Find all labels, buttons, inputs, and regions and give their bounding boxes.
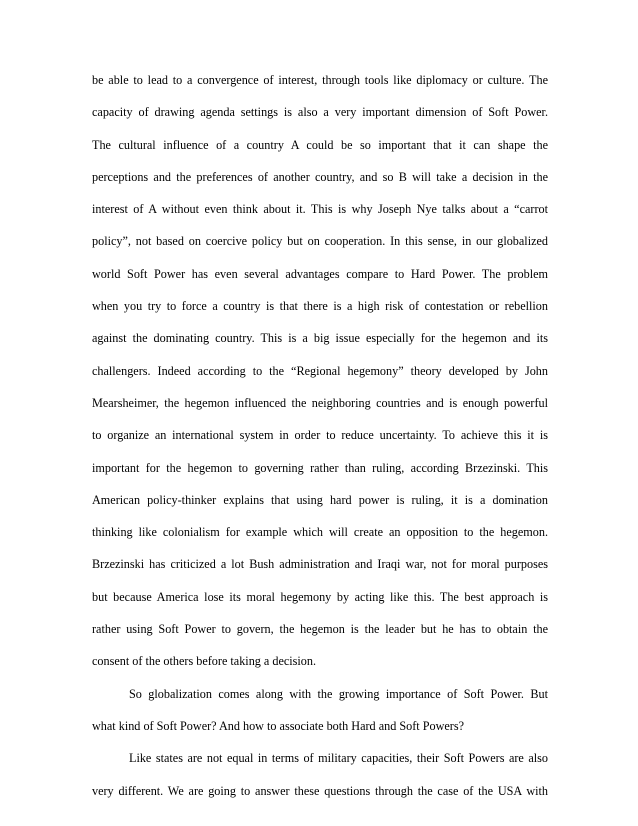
- text-line-6: policy”, not based on coercive policy but on cooperation. In this sense, in our globalized: [92, 234, 548, 249]
- text-line-14: American policy-thinker explains that using hard power is ruling, it is a domination: [92, 492, 548, 507]
- text-line-17: but because America lose its moral hegemony by acting like this. The best approach is: [92, 589, 548, 604]
- text-line-13: important for the hegemon to governing rather than ruling, according Brzezinski. This: [92, 460, 548, 475]
- text-line-4: perceptions and the preferences of another country, and so B will take a decision in the: [92, 169, 548, 184]
- text-line-2: capacity of drawing agenda settings is also a very important dimension of Soft Power.: [92, 105, 548, 120]
- text-line-15: thinking like colonialism for example which will create an opposition to the hegemon.: [92, 525, 548, 540]
- text-line-7: world Soft Power has even several advantages compare to Hard Power. The problem: [92, 266, 548, 281]
- body-text: [92, 64, 548, 807]
- text-line-8: when you try to force a country is that there is a high risk of contestation or rebellion: [92, 299, 548, 314]
- text-line-21: what kind of Soft Power? And how to associate both Hard and Soft Powers?: [92, 718, 464, 733]
- text-line-9: against the dominating country. This is a big issue especially for the hegemon and its: [92, 331, 548, 346]
- text-line-20: So globalization comes along with the growing importance of Soft Power. But: [129, 686, 548, 701]
- text-line-5: interest of A without even think about it. This is why Joseph Nye talks about a “carrot: [92, 202, 548, 217]
- text-line-16: Brzezinski has criticized a lot Bush administration and Iraqi war, not for moral purposes: [92, 557, 548, 572]
- text-line-11: Mearsheimer, the hegemon influenced the neighboring countries and is enough powerful: [92, 395, 548, 410]
- text-line-18: rather using Soft Power to govern, the hegemon is the leader but he has to obtain the: [92, 622, 548, 637]
- text-line-22: Like states are not equal in terms of military capacities, their Soft Powers are also: [129, 751, 548, 766]
- text-line-19: consent of the others before taking a decision.: [92, 654, 317, 669]
- text-line-12: to organize an international system in order to reduce uncertainty. To achieve this it is: [92, 428, 548, 443]
- text-line-1: be able to lead to a convergence of interest, through tools like diplomacy or culture. The: [92, 73, 548, 87]
- text-line-23: very different. We are going to answer these questions through the case of the USA with: [92, 783, 548, 798]
- text-line-10: challengers. Indeed according to the “Regional hegemony” theory developed by John: [92, 363, 548, 378]
- text-line-3: The cultural influence of a country A could be so important that it can shape the: [92, 137, 548, 152]
